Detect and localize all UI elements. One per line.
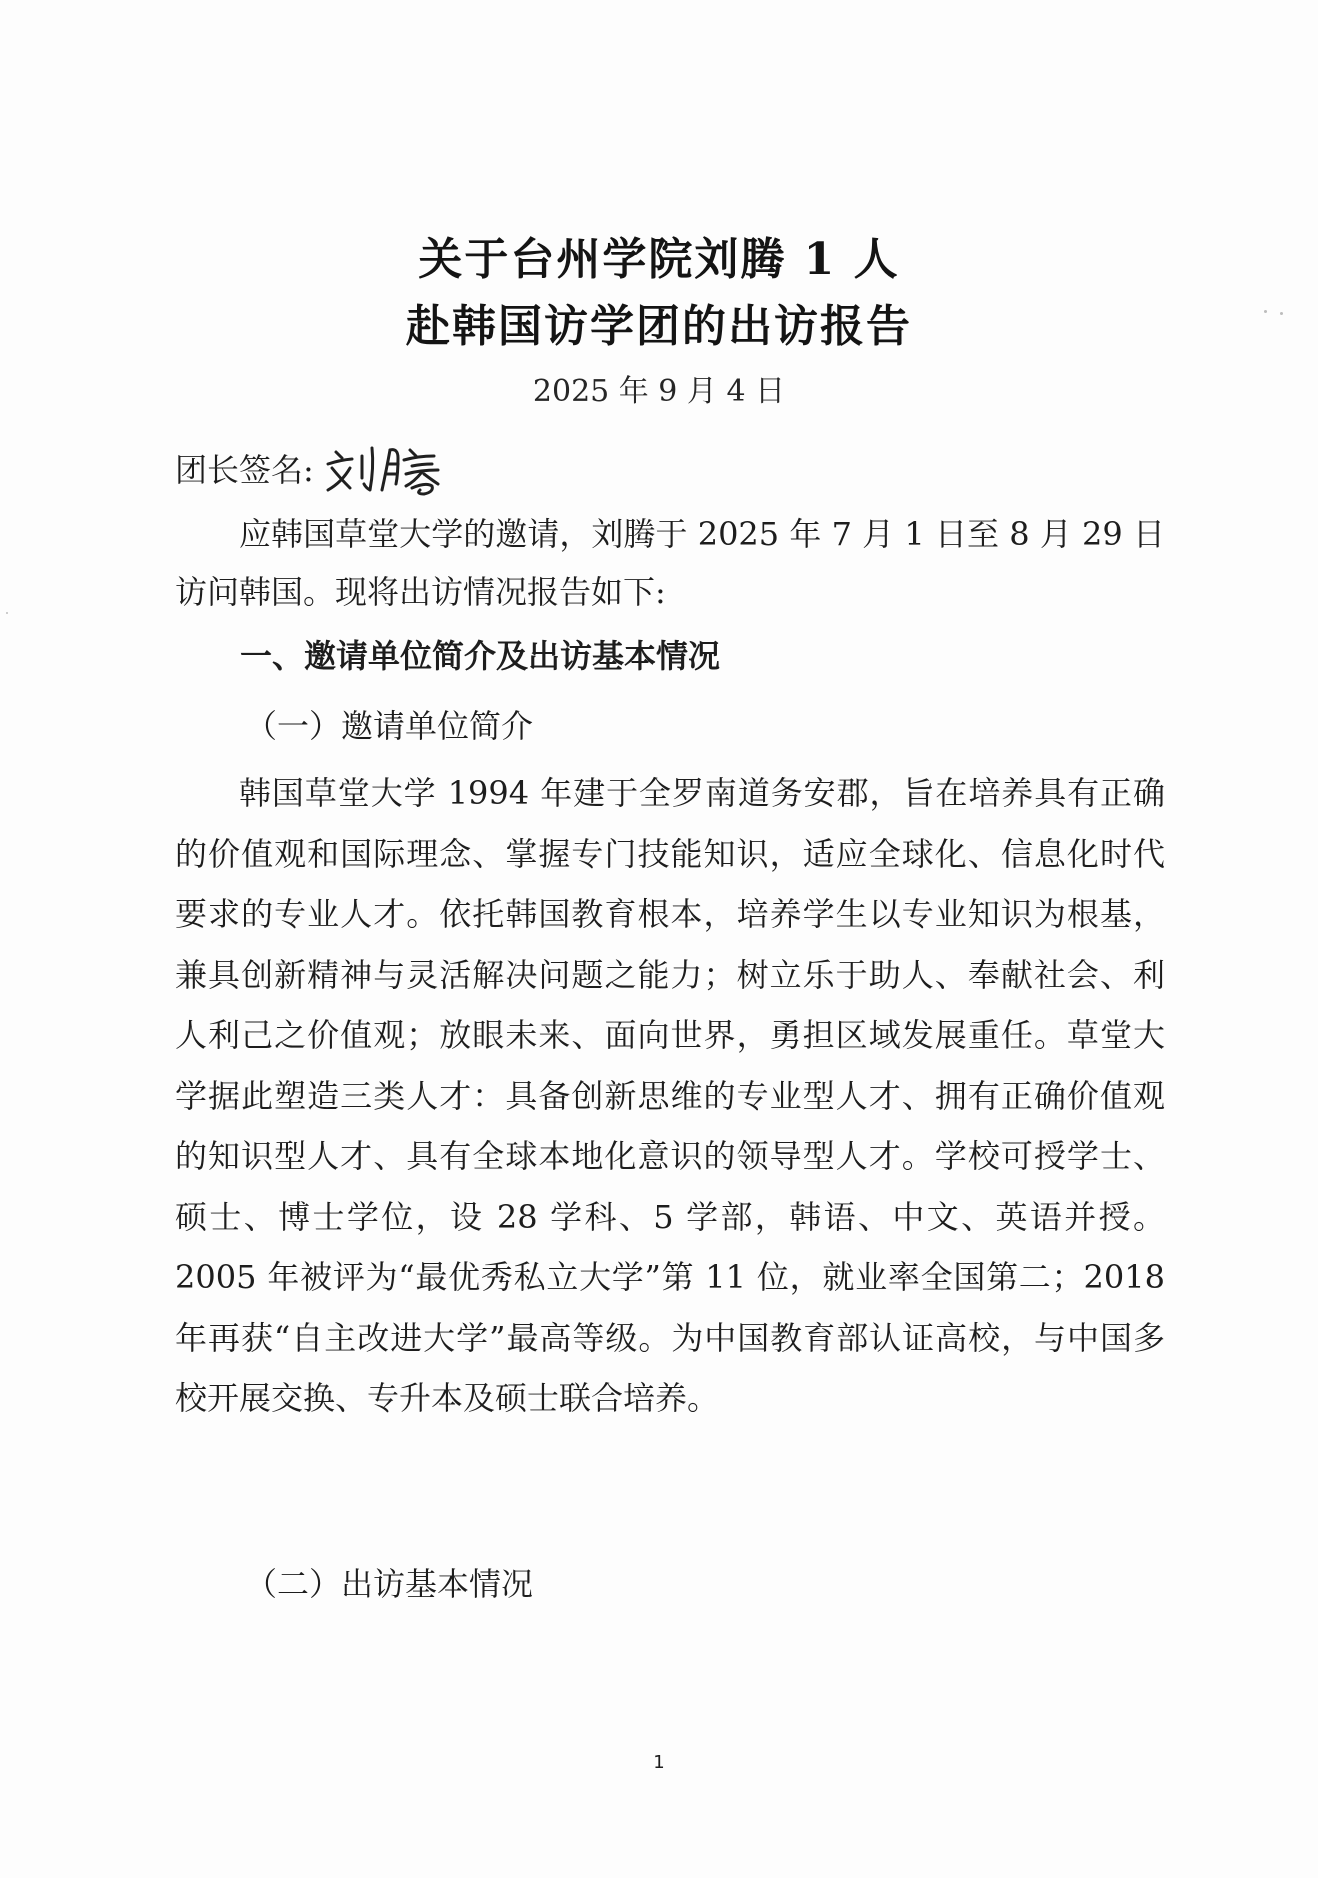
subsection-heading-2: （二）出访基本情况 [245, 1565, 534, 1603]
section-heading-1: 一、邀请单位简介及出访基本情况 [240, 637, 721, 675]
signature-label: 团长签名: [175, 451, 314, 489]
page-number: 1 [653, 1752, 665, 1773]
report-date: 2025 年 9 月 4 日 [532, 374, 786, 409]
scan-speck [6, 612, 8, 614]
subsection-body-1: 韩国草堂大学 1994 年建于全罗南道务安郡，旨在培养具有正确的价值观和国际理念、掌握专门技能知识，适应全球化、信息化时代要求的专业人才。依托韩国教育根本，培养学生以专业知识为根基，兼具创新精神与灵活解决问题之能力；树立乐于助人、奉献社会、利人利己之价值观；放眼未来、面向世界，勇担区域发展重任。草堂大学据此塑造三类人才：具备创新思维的专业型人才、拥有正确价值观的知识型人才、具有全球本地化意识的领导型人才。学校可授学士、硕士、博士学位，设 28 学科、5 学部，韩语、中文、英语并授。2005 年被评为“最优秀私立大学”第 11 位，就业率全国第二；2018 年再获“自主改进大学”最高等级。为中国教育部认证高校，与中国多校开展交换、专升本及硕士联合培养。 [175, 774, 1165, 1417]
report-title-line1: 关于台州学院刘腾 1 人 [418, 234, 900, 285]
scan-speck [1280, 312, 1283, 315]
report-title-line2: 赴韩国访学团的出访报告 [406, 301, 912, 352]
subsection-heading-1: （一）邀请单位简介 [245, 707, 534, 745]
scan-speck [1264, 310, 1267, 313]
signature-row [175, 440, 470, 500]
handwritten-signature [320, 438, 470, 502]
intro-paragraph: 应韩国草堂大学的邀请，刘腾于 2025 年 7 月 1 日至 8 月 29 日访问韩国。现将出访情况报告如下: [175, 515, 1165, 611]
